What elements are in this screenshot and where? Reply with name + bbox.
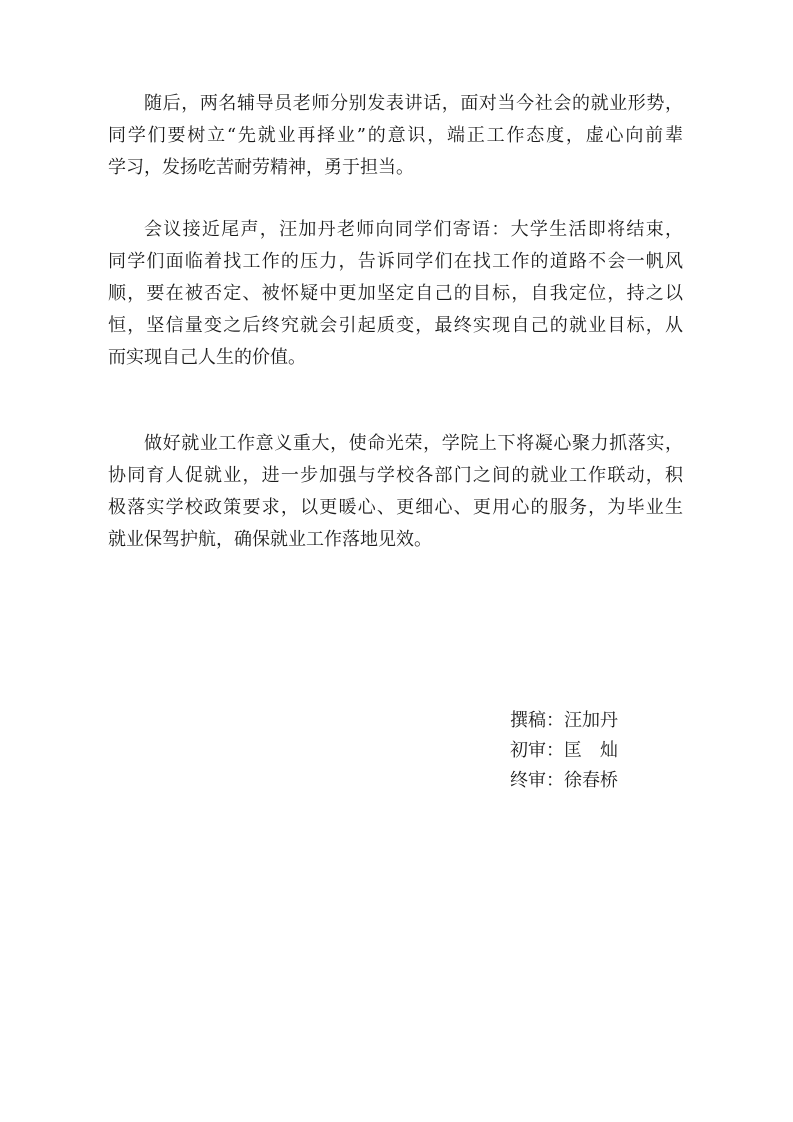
paragraph-line: 顺，要在被否定、被怀疑中更加坚定自己的目标，自我定位，持之以: [108, 283, 683, 304]
paragraph-2: [108, 214, 683, 374]
paragraph-line: 学习，发扬吃苦耐劳精神，勇于担当。: [108, 157, 414, 178]
paragraph-line: 极落实学校政策要求，以更暖心、更细心、更用心的服务，为毕业生: [108, 497, 683, 518]
paragraph-3: [108, 428, 683, 556]
credit-role-label: 终审：: [510, 770, 564, 791]
credits-block: [510, 706, 618, 796]
credit-name: 匡 灿: [564, 740, 618, 761]
paragraph-line: 协同育人促就业，进一步加强与学校各部门之间的就业工作联动，积: [108, 465, 683, 486]
credit-final-reviewer: [510, 766, 618, 796]
credit-role-label: 撰稿：: [510, 710, 564, 731]
paragraph-line: 随后，两名辅导员老师分别发表讲话，面对当今社会的就业形势，: [144, 93, 683, 114]
paragraph-line: 恒，坚信量变之后终究就会引起质变，最终实现自己的就业目标，从: [108, 315, 683, 336]
paragraph-line: 会议接近尾声，汪加丹老师向同学们寄语：大学生活即将结束，: [144, 219, 683, 240]
paragraph-line: 同学们要树立“先就业再择业”的意识，端正工作态度，虚心向前辈: [108, 125, 683, 146]
credit-name: 徐春桥: [564, 770, 618, 791]
paragraph-line: 而实现自己人生的价值。: [108, 347, 306, 368]
paragraph-line: 做好就业工作意义重大，使命光荣，学院上下将凝心聚力抓落实，: [144, 433, 683, 454]
credit-role-label: 初审：: [510, 740, 564, 761]
paragraph-line: 就业保驾护航，确保就业工作落地见效。: [108, 529, 432, 550]
paragraph-line: 同学们面临着找工作的压力，告诉同学们在找工作的道路不会一帆风: [108, 251, 683, 272]
credit-name: 汪加丹: [564, 710, 618, 731]
paragraph-1: [108, 88, 683, 184]
credit-first-reviewer: [510, 736, 618, 766]
credit-writer: [510, 706, 618, 736]
